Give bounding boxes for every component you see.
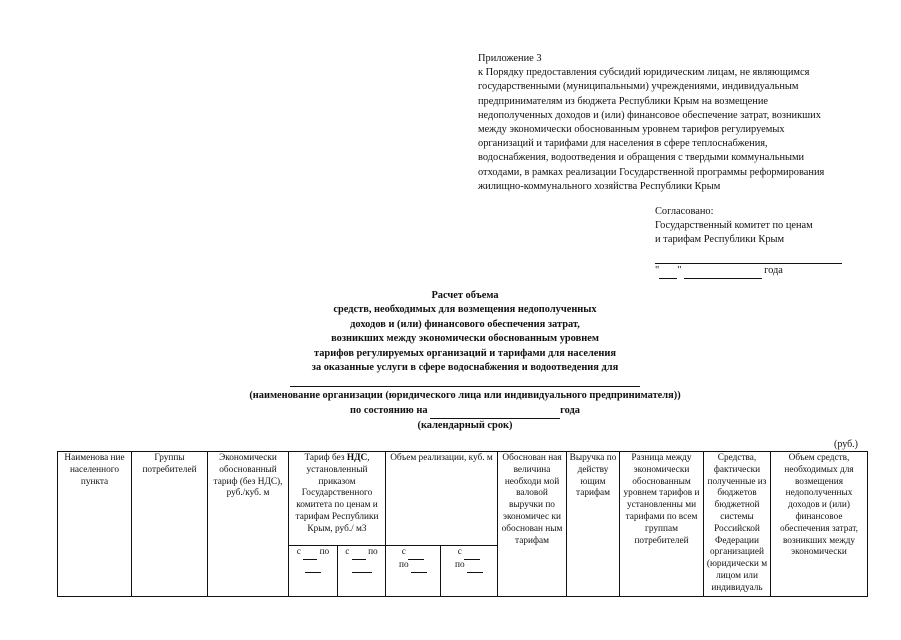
signature-line — [655, 249, 842, 264]
annex-line: недополученных доходов и (или) финансовое обеспечение затрат, возникших — [478, 109, 821, 121]
header-tariff-prefix: Тариф без — [304, 453, 347, 463]
title-line: доходов и (или) финансового обеспечения затрат, — [350, 318, 580, 330]
date-quote-open: " — [655, 264, 660, 276]
period-from: с — [457, 547, 462, 558]
period-to: по — [319, 547, 330, 558]
period-blank — [408, 547, 424, 560]
period-to: по — [368, 547, 378, 558]
title-line: тарифов регулируемых организаций и тарифами для населения — [314, 347, 616, 359]
period-from: с — [401, 547, 406, 558]
approval-authority-line2: и тарифам Республики Крым — [655, 234, 785, 246]
as-of-prefix: по состоянию на — [350, 404, 428, 416]
header-econ-tariff: Экономически обоснованный тариф (без НДС), руб./куб. м — [208, 452, 289, 597]
header-tariff-suffix: , установленный приказом Государственного комитета по ценам и тарифам Республики Крым, руб./ м3 — [295, 453, 379, 534]
title-line: средств, необходимых для возмещения недополученных — [333, 304, 597, 316]
period-blank — [303, 547, 317, 560]
month-blank — [684, 264, 762, 279]
period-cell — [386, 546, 441, 597]
period-from: с — [345, 547, 350, 558]
title-line: возникших между экономически обоснованным уровнем — [331, 333, 599, 345]
organization-caption: (наименование организации (юридического лица или индивидуального предпринимателя)) — [249, 390, 681, 402]
period-cell — [289, 546, 338, 597]
currency-unit: (руб.) — [834, 439, 858, 450]
as-of-suffix: года — [560, 404, 580, 416]
header-gross-revenue: Обоснован ная величина необходи мой валовой выручки по экономичес ки обоснован ным тарифам — [498, 452, 567, 597]
annex-line: предпринимателям из бюджета Республики Крым на возмещение — [478, 95, 768, 107]
header-revenue: Выручка по действу ющим тарифам — [567, 452, 620, 597]
period-blank — [467, 560, 483, 573]
header-consumer-groups: Группы потребителей — [132, 452, 208, 597]
annex-line: между экономически обоснованным уровнем тарифов регулируемых — [478, 124, 785, 136]
header-tariff-no-vat — [289, 452, 386, 546]
date-suffix: года — [764, 264, 783, 276]
as-of-line — [200, 404, 730, 419]
period-blank — [305, 560, 321, 573]
annex-line: Приложение 3 — [478, 53, 542, 64]
annex-line: к Порядку предоставления субсидий юридическим лицам, не являющимся — [478, 67, 810, 79]
period-blank — [464, 547, 480, 560]
document-title — [200, 289, 730, 434]
title-line: за оказанные услуги в сфере водоснабжения и водоотведения для — [311, 362, 619, 374]
title-line: Расчет объема — [431, 290, 499, 301]
header-difference: Разница между экономически обоснованным уровнем тарифов и установленны ми тарифами по всем группам потребителей — [620, 452, 704, 597]
period-to: по — [399, 559, 409, 570]
period-blank — [411, 560, 427, 573]
annex-line: организаций и тарифами для населения в сфере теплоснабжения, — [478, 138, 768, 150]
approval-authority-line1: Государственный комитет по ценам — [655, 220, 813, 232]
period-blank — [352, 560, 372, 573]
day-blank — [659, 264, 677, 279]
annex-header — [478, 52, 878, 194]
organization-blank — [290, 375, 640, 387]
header-funds-needed: Объем средств, необходимых для возмещения недополученных доходов и (или) финансовое обеспечения затрат, возникших между экономически — [771, 452, 868, 597]
annex-line: водоснабжения, водоотведения и обращения с твердыми коммунальными — [478, 152, 805, 164]
header-settlement: Наименова ние населенного пункта — [58, 452, 132, 597]
approval-label: Согласовано: — [655, 206, 714, 217]
period-cell — [441, 546, 498, 597]
calendar-caption: (календарный срок) — [417, 420, 513, 432]
calculation-table — [57, 451, 868, 597]
period-cell — [338, 546, 386, 597]
date-quote-close: " — [677, 264, 682, 276]
approval-date-line — [655, 264, 865, 279]
header-funds-received: Средства, фактически полученные из бюджетов бюджетной системы Российской Федерации организацией (юридически м лицом или индивидуаль — [704, 452, 771, 597]
header-tariff-vat: НДС — [346, 453, 368, 463]
period-from: с — [296, 547, 301, 558]
approval-block — [655, 205, 865, 279]
annex-line: жилищно-коммунального хозяйства Республики Крым — [478, 180, 721, 192]
header-volume: Объем реализации, куб. м — [386, 452, 498, 546]
as-of-date-blank — [430, 404, 560, 419]
period-to: по — [455, 559, 465, 570]
annex-line: государственными (муниципальными) учреждениями, индивидуальным — [478, 81, 799, 93]
period-blank — [352, 547, 366, 560]
annex-line: отходами, в рамках реализации Государственной программы реформирования — [478, 166, 825, 178]
